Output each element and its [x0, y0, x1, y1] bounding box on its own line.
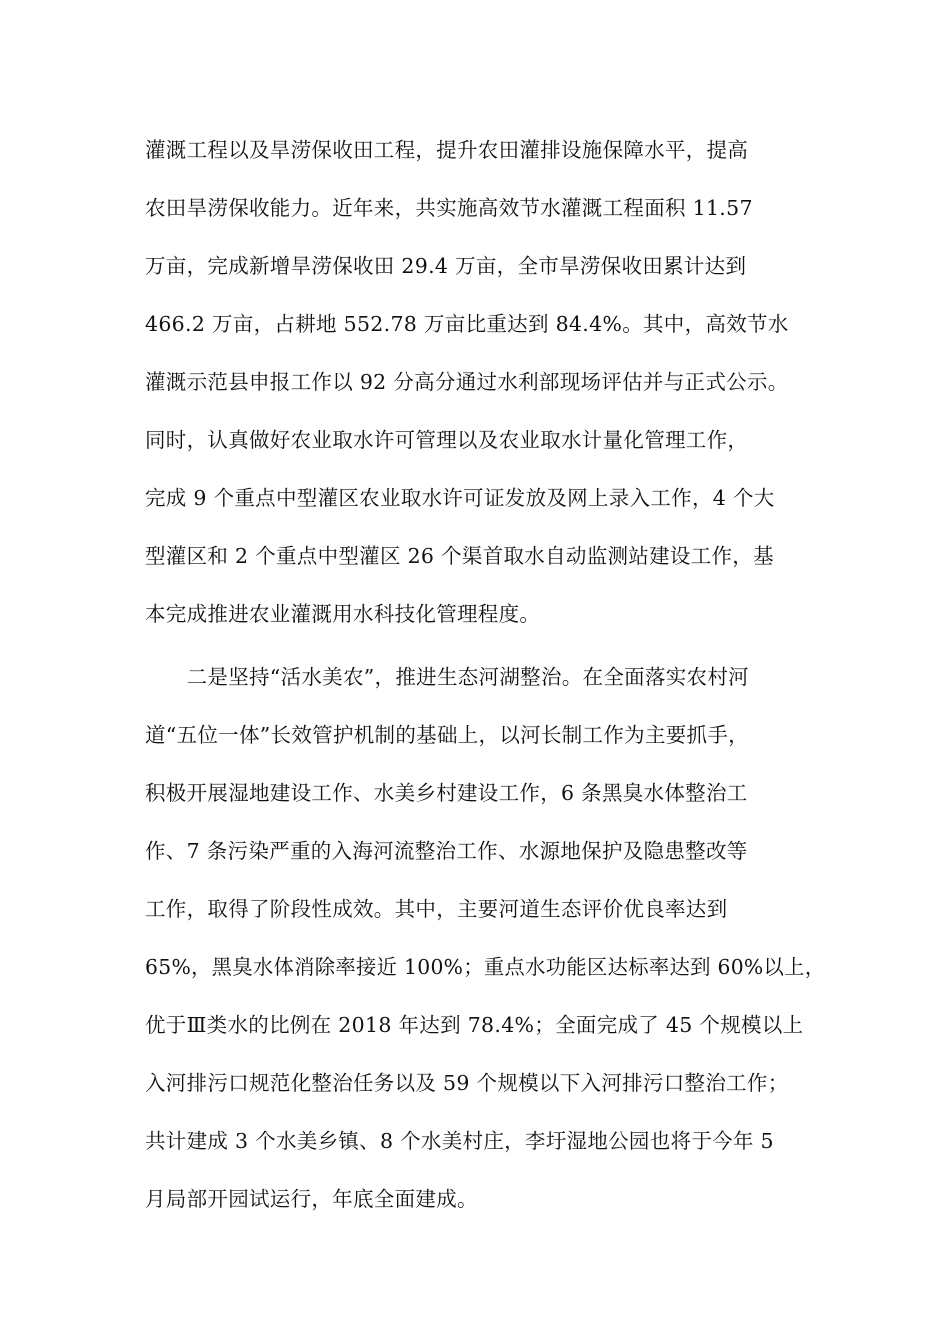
paragraph-1-line-8: 型灌区和 2 个重点中型灌区 26 个渠首取水自动监测站建设工作，基 [145, 544, 774, 568]
paragraph-1-line-2: 农田旱涝保收能力。近年来，共实施高效节水灌溉工程面积 11.57 [145, 196, 753, 220]
paragraph-2-line-5: 工作，取得了阶段性成效。其中，主要河道生态评价优良率达到 [145, 897, 728, 921]
paragraph-2-line-10: 月局部开园试运行，年底全面建成。 [145, 1187, 478, 1211]
paragraph-2-line-1: 二是坚持“活水美农”，推进生态河湖整治。在全面落实农村河 [145, 665, 749, 689]
paragraph-1-line-6: 同时，认真做好农业取水许可管理以及农业取水计量化管理工作， [145, 428, 749, 452]
paragraph-1-line-5: 灌溉示范县申报工作以 92 分高分通过水利部现场评估并与正式公示。 [145, 370, 789, 394]
paragraph-1-line-4: 466.2 万亩，占耕地 552.78 万亩比重达到 84.4%。其中，高效节水 [145, 312, 789, 336]
paragraph-2-line-4: 作、7 条污染严重的入海河流整治工作、水源地保护及隐患整改等 [145, 839, 748, 863]
paragraph-2-line-9: 共计建成 3 个水美乡镇、8 个水美村庄，李圩湿地公园也将于今年 5 [145, 1129, 774, 1153]
paragraph-1-line-3: 万亩，完成新增旱涝保收田 29.4 万亩，全市旱涝保收田累计达到 [145, 254, 747, 278]
paragraph-2-line-6: 65%，黑臭水体消除率接近 100%；重点水功能区达标率达到 60%以上， [145, 955, 826, 979]
paragraph-2-line-2: 道“五位一体”长效管护机制的基础上，以河长制工作为主要抓手， [145, 723, 749, 747]
paragraph-1-line-9: 本完成推进农业灌溉用水科技化管理程度。 [145, 602, 541, 626]
paragraph-2-line-3: 积极开展湿地建设工作、水美乡村建设工作，6 条黑臭水体整治工 [145, 781, 748, 805]
paragraph-1-line-7: 完成 9 个重点中型灌区农业取水许可证发放及网上录入工作，4 个大 [145, 486, 775, 510]
paragraph-1-line-1: 灌溉工程以及旱涝保收田工程，提升农田灌排设施保障水平，提高 [145, 138, 749, 162]
paragraph-2-line-7: 优于Ⅲ类水的比例在 2018 年达到 78.4%；全面完成了 45 个规模以上 [145, 1013, 804, 1037]
paragraph-2-line-8: 入河排污口规范化整治任务以及 59 个规模以下入河排污口整治工作； [145, 1071, 789, 1095]
